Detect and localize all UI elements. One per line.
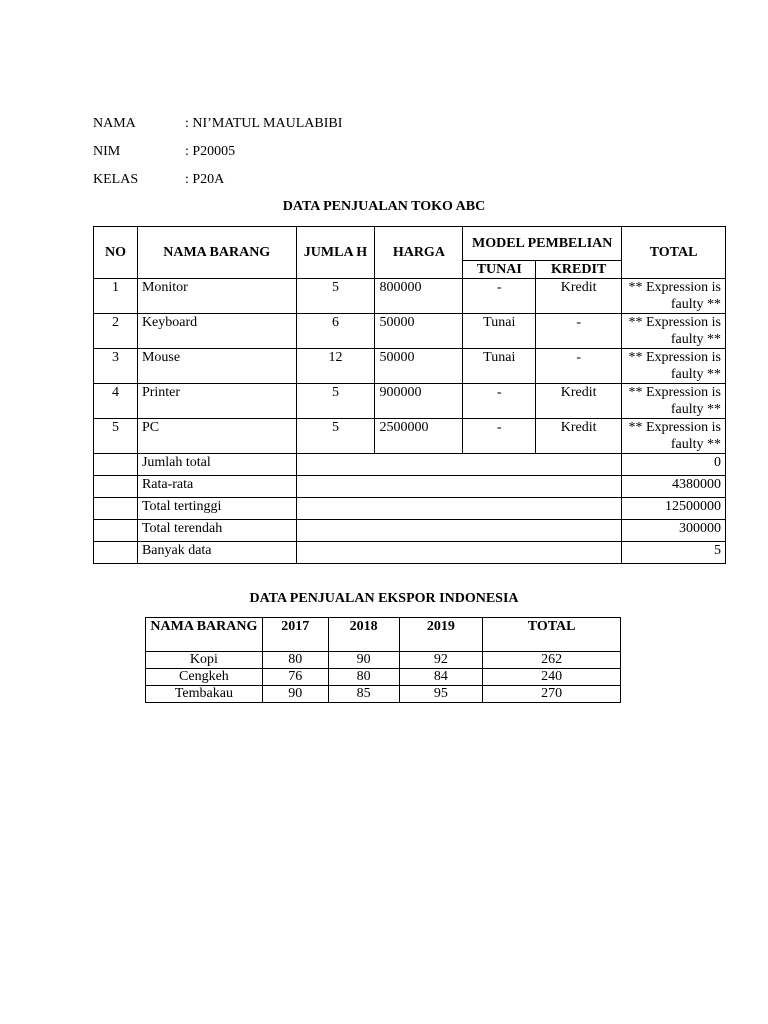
summary-row [94,542,726,564]
row-no: 2 [94,314,138,349]
export-nama: Tembakau [146,686,263,703]
row-harga: 50000 [375,349,463,384]
row-nama-barang: PC [137,419,296,454]
summary-label: Banyak data [137,542,296,564]
row-nama-barang: Printer [137,384,296,419]
summary-value: 300000 [622,520,726,542]
row-tunai: - [463,419,536,454]
summary-blank [94,542,138,564]
row-nama-barang: Mouse [137,349,296,384]
export-total: 240 [483,669,621,686]
summary-blank [94,454,138,476]
header-model-pembelian: MODEL PEMBELIAN [463,227,622,261]
row-no: 5 [94,419,138,454]
export-nama: Kopi [146,652,263,669]
summary-label: Rata-rata [137,476,296,498]
row-harga: 900000 [375,384,463,419]
row-kredit: Kredit [536,384,622,419]
nim-value: : P20005 [185,144,236,159]
table-row [94,384,726,419]
summary-row [94,476,726,498]
summary-label: Jumlah total [137,454,296,476]
summary-empty-span [296,454,622,476]
export-header-2019: 2019 [399,618,483,652]
export-2017: 80 [262,652,328,669]
summary-empty-span [296,476,622,498]
row-kredit: - [536,349,622,384]
summary-row [94,520,726,542]
header-no: NO [94,227,138,279]
row-tunai: Tunai [463,314,536,349]
summary-value: 0 [622,454,726,476]
summary-blank [94,520,138,542]
export-table-title: DATA PENJUALAN EKSPOR INDONESIA [249,591,519,606]
export-total: 270 [483,686,621,703]
nim-label: NIM [93,144,121,159]
nama-label: NAMA [93,116,136,131]
export-2018: 85 [328,686,399,703]
summary-blank [94,498,138,520]
row-jumlah: 5 [296,419,375,454]
export-row [146,669,621,686]
summary-label: Total tertinggi [137,498,296,520]
export-2019: 92 [399,652,483,669]
export-row [146,652,621,669]
row-harga: 800000 [375,279,463,314]
table-row [94,419,726,454]
export-2017: 90 [262,686,328,703]
export-2018: 90 [328,652,399,669]
row-harga: 2500000 [375,419,463,454]
row-total: ** Expression is faulty ** [622,384,726,419]
row-jumlah: 12 [296,349,375,384]
export-header-2017: 2017 [262,618,328,652]
row-total: ** Expression is faulty ** [622,419,726,454]
export-row [146,686,621,703]
summary-empty-span [296,520,622,542]
summary-value: 12500000 [622,498,726,520]
summary-row [94,498,726,520]
row-kredit: Kredit [536,419,622,454]
row-total: ** Expression is faulty ** [622,279,726,314]
export-nama: Cengkeh [146,669,263,686]
row-tunai: - [463,384,536,419]
summary-row [94,454,726,476]
row-harga: 50000 [375,314,463,349]
row-no: 3 [94,349,138,384]
nama-value: : NI’MATUL MAULABIBI [185,116,343,131]
export-total: 262 [483,652,621,669]
row-total: ** Expression is faulty ** [622,349,726,384]
sales-table-title: DATA PENJUALAN TOKO ABC [282,199,486,214]
export-2017: 76 [262,669,328,686]
header-total: TOTAL [622,227,726,279]
export-header-2018: 2018 [328,618,399,652]
summary-label: Total terendah [137,520,296,542]
sales-table [93,226,726,564]
header-harga: HARGA [375,227,463,279]
row-nama-barang: Monitor [137,279,296,314]
export-header-nama-barang: NAMA BARANG [146,618,263,652]
table-row [94,279,726,314]
row-jumlah: 6 [296,314,375,349]
row-tunai: - [463,279,536,314]
table-row [94,314,726,349]
row-no: 1 [94,279,138,314]
row-kredit: - [536,314,622,349]
row-kredit: Kredit [536,279,622,314]
summary-empty-span [296,498,622,520]
header-jumlah: JUMLA H [296,227,375,279]
export-table [145,617,621,703]
row-nama-barang: Keyboard [137,314,296,349]
summary-empty-span [296,542,622,564]
summary-value: 4380000 [622,476,726,498]
header-kredit: KREDIT [536,261,622,279]
export-2019: 95 [399,686,483,703]
summary-value: 5 [622,542,726,564]
row-tunai: Tunai [463,349,536,384]
kelas-label: KELAS [93,172,139,187]
table-row [94,349,726,384]
header-tunai: TUNAI [463,261,536,279]
export-2018: 80 [328,669,399,686]
row-total: ** Expression is faulty ** [622,314,726,349]
export-header-total: TOTAL [483,618,621,652]
export-2019: 84 [399,669,483,686]
row-jumlah: 5 [296,384,375,419]
summary-blank [94,476,138,498]
kelas-value: : P20A [185,172,225,187]
header-nama-barang: NAMA BARANG [137,227,296,279]
row-no: 4 [94,384,138,419]
row-jumlah: 5 [296,279,375,314]
